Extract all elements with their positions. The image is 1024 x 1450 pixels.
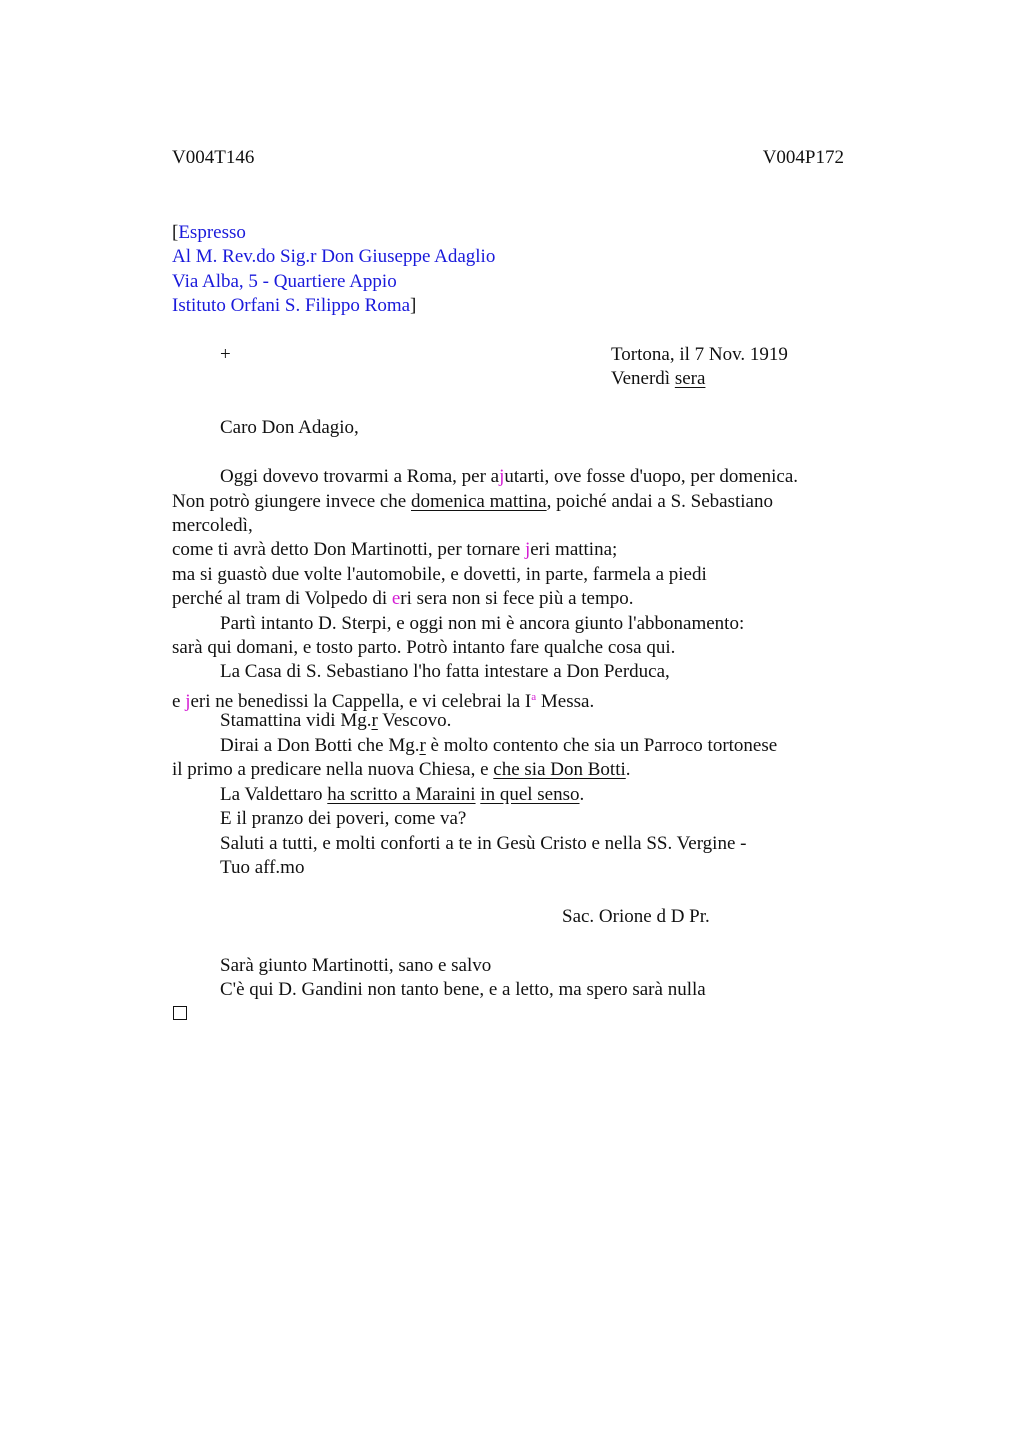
underlined-text: r (371, 710, 378, 731)
text: . (579, 784, 585, 805)
text: . (625, 759, 631, 780)
address-line-4 (172, 294, 416, 318)
postscript-line-2: C'è qui D. Gandini non tanto bene, e a letto, ma spero sarà nulla (220, 979, 706, 1000)
body-line-1 (220, 465, 798, 489)
text: e (172, 691, 186, 712)
text: eri mattina; (530, 539, 618, 560)
weekday-line (611, 367, 705, 391)
text: Dirai a Don Botti che Mg. (220, 735, 420, 756)
text: , poiché andai a S. Sebastiano (546, 491, 773, 512)
body-line-12 (220, 734, 777, 758)
underlined-text: domenica mattina (411, 491, 547, 512)
address-line-1 (172, 221, 246, 245)
body-line-6 (172, 587, 634, 611)
address-institute: Istituto Orfani S. Filippo Roma (172, 295, 411, 316)
address-line-2: Al M. Rev.do Sig.r Don Giuseppe Adaglio (172, 246, 496, 267)
cross-symbol: + (220, 344, 231, 365)
closing: Tuo aff.mo (220, 857, 305, 878)
header-right-code: V004P172 (762, 147, 844, 168)
weekday-underlined: sera (674, 368, 706, 389)
text: ri sera non si fece più a tempo. (400, 588, 634, 609)
body-line-7: Partì intanto D. Sterpi, e oggi non mi è ancora giunto l'abbonamento: (220, 613, 745, 634)
body-line-13 (172, 758, 631, 782)
close-bracket: ] (410, 295, 417, 316)
body-line-9: La Casa di S. Sebastiano l'ho fatta intestare a Don Perduca, (220, 661, 670, 682)
superscript: a (531, 691, 537, 703)
body-line-11 (220, 709, 451, 733)
text: Non potrò giungere invece che (172, 491, 411, 512)
body-line-3: mercoledì, (172, 515, 253, 536)
emendation: j (185, 691, 191, 712)
emendation: e (391, 588, 401, 609)
body-line-5: ma si guastò due volte l'automobile, e dovetti, in parte, farmela a piedi (172, 564, 707, 585)
emendation: j (499, 466, 505, 487)
place-date: Tortona, il 7 Nov. 1919 (611, 344, 788, 365)
signature: Sac. Orione d D Pr. (562, 906, 710, 927)
underlined-text: che sia Don Botti (493, 759, 626, 780)
text: come ti avrà detto Don Martinotti, per tornare (172, 539, 525, 560)
text: è molto contento che sia un Parroco tortonese (425, 735, 778, 756)
text: utarti, ove fosse d'uopo, per domenica. (504, 466, 799, 487)
text: Stamattina vidi Mg. (220, 710, 372, 731)
text: il primo a predicare nella nuova Chiesa, e (172, 759, 494, 780)
address-line-3: Via Alba, 5 - Quartiere Appio (172, 271, 397, 292)
salutation: Caro Don Adagio, (220, 417, 359, 438)
text: perché al tram di Volpedo di (172, 588, 392, 609)
postscript-line-1: Sarà giunto Martinotti, sano e salvo (220, 955, 492, 976)
body-line-14 (220, 783, 584, 807)
body-line-16: Saluti a tutti, e molti conforti a te in Gesù Cristo e nella SS. Vergine - (220, 833, 747, 854)
weekday-text: Venerdì (611, 368, 675, 389)
address-espresso: Espresso (178, 222, 246, 243)
body-line-4 (172, 538, 617, 562)
end-of-document-box-icon (173, 1006, 187, 1020)
text: Vescovo. (377, 710, 452, 731)
text: eri ne benedissi la Cappella, e vi celebrai la I (190, 691, 532, 712)
body-line-8: sarà qui domani, e tosto parto. Potrò intanto fare qualche cosa qui. (172, 637, 676, 658)
underlined-text: ha scritto a Maraini (327, 784, 476, 805)
emendation: j (524, 539, 531, 560)
header-left-code: V004T146 (172, 147, 255, 168)
text: Oggi dovevo trovarmi a Roma, per a (220, 466, 500, 487)
text: Messa. (536, 691, 595, 712)
underlined-text: r (419, 735, 426, 756)
body-line-2 (172, 490, 773, 514)
body-line-15: E il pranzo dei poveri, come va? (220, 808, 467, 829)
text: La Valdettaro (220, 784, 328, 805)
underlined-text: in quel senso (480, 784, 580, 805)
open-bracket: [ (172, 222, 179, 243)
